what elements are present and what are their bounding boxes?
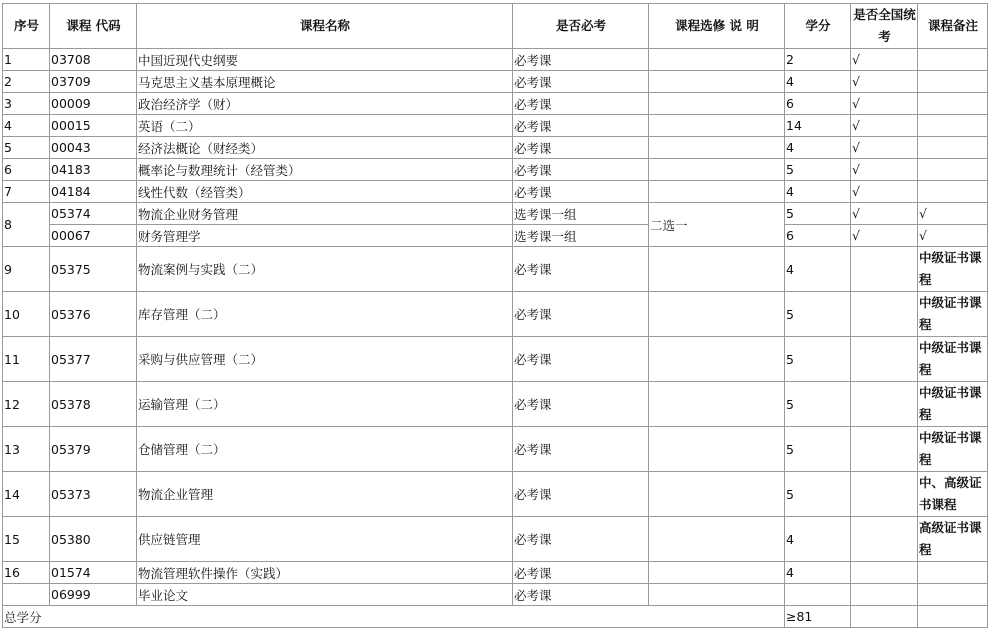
header-required: 是否必考: [513, 4, 649, 49]
total-value: ≥81: [785, 606, 851, 628]
cell-national: [851, 606, 918, 628]
cell-credits: 5: [785, 427, 851, 472]
cell-name: 财务管理学: [137, 225, 513, 247]
table-row: [3, 427, 988, 472]
cell-remark: [918, 93, 988, 115]
cell-code: 05378: [50, 382, 137, 427]
cell-national: √: [851, 49, 918, 71]
cell-national: [851, 382, 918, 427]
cell-national: [851, 584, 918, 606]
cell-name: 运输管理（二）: [137, 382, 513, 427]
cell-remark: [918, 137, 988, 159]
table-row: [3, 382, 988, 427]
cell-credits: 4: [785, 517, 851, 562]
cell-credits: 6: [785, 93, 851, 115]
header-code: 课程 代码: [50, 4, 137, 49]
cell-remark: 中级证书课程: [918, 292, 988, 337]
cell-elective-note: [649, 584, 785, 606]
cell-remark: √: [918, 203, 988, 225]
cell-national: √: [851, 137, 918, 159]
cell-no: 5: [3, 137, 50, 159]
table-row: [3, 115, 988, 137]
table-row: [3, 584, 988, 606]
course-table: [2, 3, 988, 628]
table-row: [3, 71, 988, 93]
cell-elective-note: [649, 49, 785, 71]
cell-national: [851, 562, 918, 584]
cell-no: 14: [3, 472, 50, 517]
cell-elective-note: [649, 159, 785, 181]
cell-code: 03709: [50, 71, 137, 93]
header-no: 序号: [3, 4, 50, 49]
cell-code: 00067: [50, 225, 137, 247]
cell-credits: 5: [785, 382, 851, 427]
cell-no: 6: [3, 159, 50, 181]
cell-no: 15: [3, 517, 50, 562]
cell-code: 06999: [50, 584, 137, 606]
cell-no: 10: [3, 292, 50, 337]
cell-code: 05373: [50, 472, 137, 517]
cell-no: 4: [3, 115, 50, 137]
cell-remark: [918, 49, 988, 71]
cell-code: 05374: [50, 203, 137, 225]
cell-remark: 中级证书课程: [918, 337, 988, 382]
cell-no: 3: [3, 93, 50, 115]
cell-required: 必考课: [513, 137, 649, 159]
cell-national: [851, 337, 918, 382]
cell-required: 必考课: [513, 584, 649, 606]
cell-remark: [918, 584, 988, 606]
cell-required: 必考课: [513, 93, 649, 115]
cell-name: 线性代数（经管类）: [137, 181, 513, 203]
cell-credits: [785, 584, 851, 606]
cell-code: 00043: [50, 137, 137, 159]
cell-national: √: [851, 203, 918, 225]
cell-national: √: [851, 159, 918, 181]
table-row: [3, 137, 988, 159]
header-name: 课程名称: [137, 4, 513, 49]
cell-elective-note: [649, 247, 785, 292]
header-remark: 课程备注: [918, 4, 988, 49]
cell-elective-note: [649, 93, 785, 115]
cell-required: 必考课: [513, 517, 649, 562]
cell-no: 7: [3, 181, 50, 203]
cell-national: √: [851, 71, 918, 93]
cell-name: 马克思主义基本原理概论: [137, 71, 513, 93]
cell-name: 供应链管理: [137, 517, 513, 562]
cell-required: 必考课: [513, 382, 649, 427]
cell-no: 1: [3, 49, 50, 71]
cell-no: 8: [3, 203, 50, 247]
cell-remark: 中级证书课程: [918, 427, 988, 472]
table-row: [3, 159, 988, 181]
cell-national: √: [851, 225, 918, 247]
cell-required: 必考课: [513, 159, 649, 181]
cell-name: 政治经济学（财）: [137, 93, 513, 115]
cell-elective-note: [649, 517, 785, 562]
cell-credits: 5: [785, 337, 851, 382]
cell-name: 库存管理（二）: [137, 292, 513, 337]
header-national-exam: 是否全国统考: [851, 4, 918, 49]
cell-remark: 中级证书课程: [918, 382, 988, 427]
cell-code: 05375: [50, 247, 137, 292]
cell-required: 必考课: [513, 71, 649, 93]
cell-code: 00009: [50, 93, 137, 115]
cell-no: 11: [3, 337, 50, 382]
cell-code: 04184: [50, 181, 137, 203]
cell-required: 必考课: [513, 472, 649, 517]
cell-name: 物流案例与实践（二）: [137, 247, 513, 292]
cell-national: [851, 427, 918, 472]
cell-name: 英语（二）: [137, 115, 513, 137]
cell-credits: 4: [785, 247, 851, 292]
cell-no: [3, 584, 50, 606]
cell-credits: 5: [785, 203, 851, 225]
cell-credits: 2: [785, 49, 851, 71]
header-credits: 学分: [785, 4, 851, 49]
table-row: [3, 562, 988, 584]
cell-elective-note: [649, 292, 785, 337]
cell-credits: 14: [785, 115, 851, 137]
cell-no: 13: [3, 427, 50, 472]
cell-elective-note: [649, 115, 785, 137]
cell-name: 采购与供应管理（二）: [137, 337, 513, 382]
cell-code: 05377: [50, 337, 137, 382]
cell-no: 12: [3, 382, 50, 427]
cell-required: 必考课: [513, 337, 649, 382]
cell-national: [851, 517, 918, 562]
total-label: 总学分: [3, 606, 785, 628]
cell-national: √: [851, 93, 918, 115]
table-row: [3, 292, 988, 337]
cell-no: 16: [3, 562, 50, 584]
cell-no: 9: [3, 247, 50, 292]
cell-required: 选考课一组: [513, 203, 649, 225]
cell-code: 00015: [50, 115, 137, 137]
cell-credits: 6: [785, 225, 851, 247]
cell-national: √: [851, 181, 918, 203]
cell-elective-note: [649, 382, 785, 427]
cell-elective-note: [649, 181, 785, 203]
cell-credits: 5: [785, 292, 851, 337]
cell-name: 物流管理软件操作（实践）: [137, 562, 513, 584]
cell-remark: [918, 159, 988, 181]
cell-remark: √: [918, 225, 988, 247]
cell-credits: 4: [785, 181, 851, 203]
cell-national: √: [851, 115, 918, 137]
cell-remark: 高级证书课程: [918, 517, 988, 562]
cell-elective-note: 二选一: [649, 203, 785, 247]
cell-national: [851, 472, 918, 517]
cell-elective-note: [649, 427, 785, 472]
cell-credits: 5: [785, 159, 851, 181]
cell-elective-note: [649, 562, 785, 584]
cell-code: 05379: [50, 427, 137, 472]
cell-name: 物流企业管理: [137, 472, 513, 517]
table-row: [3, 517, 988, 562]
cell-required: 必考课: [513, 115, 649, 137]
cell-remark: [918, 606, 988, 628]
cell-required: 选考课一组: [513, 225, 649, 247]
cell-no: 2: [3, 71, 50, 93]
cell-required: 必考课: [513, 562, 649, 584]
table-row: [3, 93, 988, 115]
cell-credits: 5: [785, 472, 851, 517]
cell-credits: 4: [785, 71, 851, 93]
cell-elective-note: [649, 137, 785, 159]
cell-name: 概率论与数理统计（经管类）: [137, 159, 513, 181]
cell-credits: 4: [785, 562, 851, 584]
cell-remark: [918, 115, 988, 137]
cell-remark: [918, 71, 988, 93]
cell-elective-note: [649, 71, 785, 93]
table-row: [3, 181, 988, 203]
cell-name: 仓储管理（二）: [137, 427, 513, 472]
cell-remark: [918, 181, 988, 203]
cell-name: 毕业论文: [137, 584, 513, 606]
header-elective-note: 课程选修 说 明: [649, 4, 785, 49]
table-row: [3, 203, 988, 225]
table-row: [3, 49, 988, 71]
cell-remark: [918, 562, 988, 584]
table-row: [3, 337, 988, 382]
cell-remark: 中、高级证书课程: [918, 472, 988, 517]
total-row: [3, 606, 988, 628]
cell-required: 必考课: [513, 427, 649, 472]
cell-name: 中国近现代史纲要: [137, 49, 513, 71]
cell-credits: 4: [785, 137, 851, 159]
cell-code: 05376: [50, 292, 137, 337]
cell-code: 01574: [50, 562, 137, 584]
cell-national: [851, 247, 918, 292]
cell-national: [851, 292, 918, 337]
cell-code: 05380: [50, 517, 137, 562]
header-row: [3, 4, 988, 49]
table-row: [3, 225, 988, 247]
cell-required: 必考课: [513, 247, 649, 292]
cell-code: 04183: [50, 159, 137, 181]
cell-required: 必考课: [513, 181, 649, 203]
cell-code: 03708: [50, 49, 137, 71]
cell-required: 必考课: [513, 292, 649, 337]
cell-required: 必考课: [513, 49, 649, 71]
cell-elective-note: [649, 337, 785, 382]
cell-name: 经济法概论（财经类）: [137, 137, 513, 159]
table-row: [3, 247, 988, 292]
cell-name: 物流企业财务管理: [137, 203, 513, 225]
cell-elective-note: [649, 472, 785, 517]
table-row: [3, 472, 988, 517]
cell-remark: 中级证书课程: [918, 247, 988, 292]
